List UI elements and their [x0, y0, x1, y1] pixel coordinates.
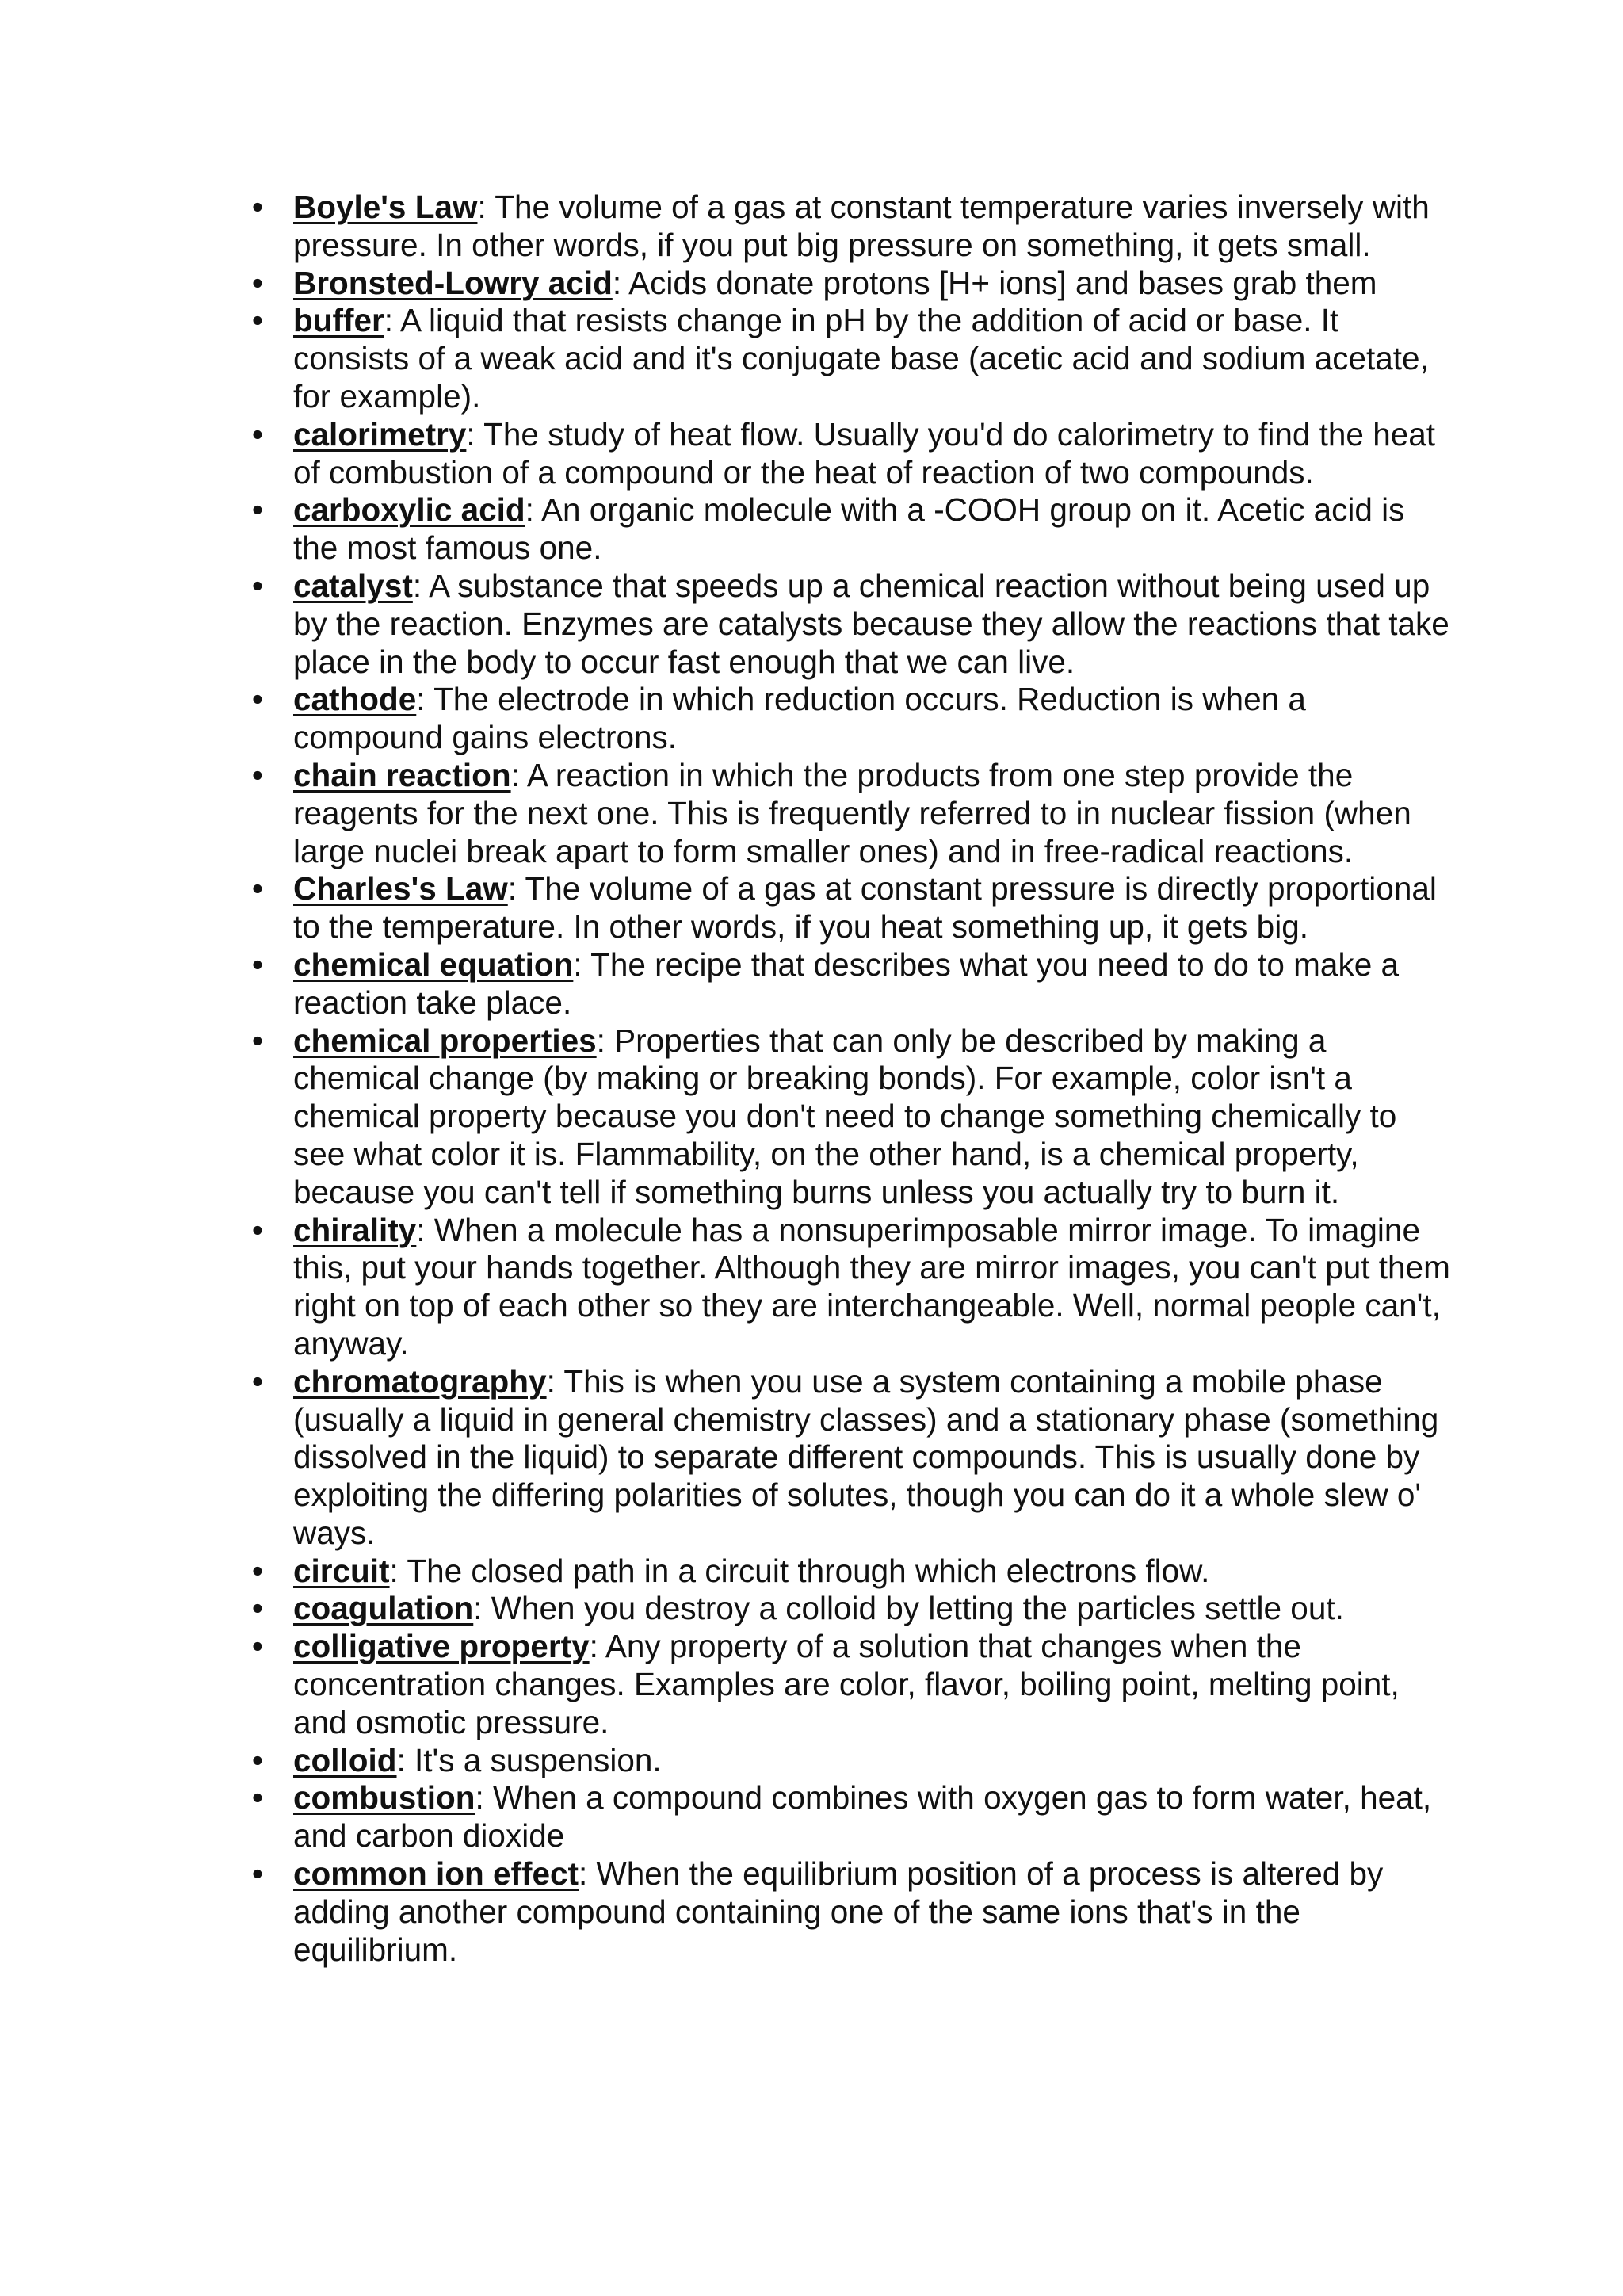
glossary-entry-15: [251, 1628, 1450, 1741]
bullet-icon: •: [251, 870, 264, 907]
glossary-definition: When you destroy a colloid by letting the particles settle out.: [491, 1590, 1344, 1627]
term-separator: :: [389, 1552, 407, 1589]
term-separator: :: [396, 1741, 415, 1778]
glossary-definition: When a compound combines with oxygen gas to form water, heat, and carbon dioxide: [293, 1779, 1432, 1855]
glossary-definition: When a molecule has a nonsuperimposable mirror image. To imagine this, put your hands together. Although they are mirror images, you can't put them right on top of each other so they are interchangeable. Well, normal people can't, anyway.: [293, 1211, 1450, 1362]
term-separator: :: [579, 1855, 597, 1893]
glossary-definition: A liquid that resists change in pH by the addition of acid or base. It consists of a weak acid and it's conjugate base (acetic acid and sodium acetate, for example).: [293, 302, 1429, 415]
bullet-icon: •: [251, 1628, 264, 1665]
glossary-term: cathode: [293, 681, 417, 718]
glossary-term: catalyst: [293, 567, 413, 604]
term-separator: :: [466, 415, 484, 453]
glossary-entry-18: [251, 1855, 1450, 1969]
glossary-definition: The closed path in a circuit through which electrons flow.: [407, 1552, 1210, 1589]
bullet-icon: •: [251, 1855, 264, 1893]
glossary-definition: Any property of a solution that changes when the concentration changes. Examples are color, flavor, boiling point, melting point, and osmotic pressure.: [293, 1628, 1400, 1740]
bullet-icon: •: [251, 1779, 264, 1817]
bullet-icon: •: [251, 946, 264, 983]
glossary-term: circuit: [293, 1552, 390, 1589]
glossary-entry-3: [251, 415, 1450, 492]
glossary-definition: The volume of a gas at constant temperature varies inversely with pressure. In other words, if you put big pressure on something, it gets small.: [293, 189, 1430, 263]
glossary-entry-6: [251, 681, 1450, 757]
glossary-entry-10: [251, 1022, 1450, 1212]
bullet-icon: •: [251, 1362, 264, 1400]
bullet-icon: •: [251, 189, 264, 225]
bullet-icon: •: [251, 415, 264, 453]
glossary-definition: This is when you use a system containing a mobile phase (usually a liquid in general chemistry classes) and a stationary phase (something dissolved in the liquid) to separate different compounds. This is usually done by exploiting the differing polarities of solutes, though you can do it a whole slew o' ways.: [293, 1362, 1439, 1551]
bullet-icon: •: [251, 491, 264, 529]
term-separator: :: [612, 264, 629, 301]
bullet-icon: •: [251, 681, 264, 718]
glossary-entry-17: [251, 1779, 1450, 1855]
glossary-term: Charles's Law: [293, 870, 508, 907]
glossary-term: carboxylic acid: [293, 491, 525, 529]
glossary-list: [251, 189, 1450, 1969]
term-separator: :: [473, 1590, 491, 1627]
glossary-entry-7: [251, 756, 1450, 870]
glossary-entry-8: [251, 870, 1450, 946]
term-separator: :: [475, 1779, 494, 1817]
glossary-entry-13: [251, 1552, 1450, 1591]
glossary-term: chemical equation: [293, 946, 574, 983]
glossary-definition: The volume of a gas at constant pressure is directly proportional to the temperature. In other words, if you heat something up, it gets big.: [293, 870, 1437, 946]
glossary-term: chirality: [293, 1211, 417, 1248]
glossary-entry-5: [251, 567, 1450, 681]
bullet-icon: •: [251, 302, 264, 339]
term-separator: :: [589, 1628, 605, 1665]
term-separator: :: [507, 870, 525, 907]
glossary-term: chemical properties: [293, 1022, 597, 1059]
glossary-term: colloid: [293, 1741, 397, 1778]
glossary-term: calorimetry: [293, 415, 467, 453]
bullet-icon: •: [251, 756, 264, 793]
glossary-entry-16: [251, 1741, 1450, 1780]
glossary-definition: When the equilibrium position of a process is altered by adding another compound containing one of the same ions that's in the equilibrium.: [293, 1855, 1384, 1968]
glossary-definition: The electrode in which reduction occurs. Reduction is when a compound gains electrons.: [293, 681, 1306, 756]
glossary-definition: It's a suspension.: [414, 1741, 662, 1778]
term-separator: :: [384, 302, 401, 339]
glossary-definition: The recipe that describes what you need to do to make a reaction take place.: [293, 946, 1399, 1021]
bullet-icon: •: [251, 1741, 264, 1778]
glossary-entry-14: [251, 1590, 1450, 1628]
glossary-entry-0: [251, 189, 1450, 265]
bullet-icon: •: [251, 1022, 264, 1059]
glossary-definition: A substance that speeds up a chemical reaction without being used up by the reaction. Enzymes are catalysts because they allow the reactions that take place in the body to occur fast enough that we can live.: [293, 567, 1449, 680]
glossary-term: buffer: [293, 302, 384, 339]
glossary-entry-2: [251, 302, 1450, 415]
bullet-icon: •: [251, 1552, 264, 1589]
glossary-term: Boyle's Law: [293, 189, 478, 225]
glossary-term: Bronsted-Lowry acid: [293, 264, 613, 301]
glossary-term: chain reaction: [293, 756, 511, 793]
bullet-icon: •: [251, 1590, 264, 1627]
bullet-icon: •: [251, 567, 264, 604]
glossary-definition: Properties that can only be described by making a chemical change (by making or breaking bonds). For example, color isn't a chemical property because you don't need to change something chemically to see what color it is. Flammability, on the other hand, is a chemical property, because you can't tell if something burns unless you actually try to burn it.: [293, 1022, 1397, 1210]
glossary-term: chromatography: [293, 1362, 547, 1400]
term-separator: :: [510, 756, 527, 793]
glossary-term: coagulation: [293, 1590, 474, 1627]
glossary-definition: A reaction in which the products from one step provide the reagents for the next one. This is frequently referred to in nuclear fission (when large nuclei break apart to form smaller ones) and in free-radical reactions.: [293, 756, 1411, 869]
glossary-definition: The study of heat flow. Usually you'd do calorimetry to find the heat of combustion of a compound or the heat of reaction of two compounds.: [293, 415, 1436, 491]
glossary-term: combustion: [293, 1779, 475, 1817]
term-separator: :: [416, 681, 434, 718]
term-separator: :: [596, 1022, 615, 1059]
glossary-term: common ion effect: [293, 1855, 579, 1893]
bullet-icon: •: [251, 1211, 264, 1248]
term-separator: :: [412, 567, 430, 604]
glossary-entry-1: [251, 264, 1450, 303]
glossary-entry-4: [251, 491, 1450, 567]
glossary-definition: Acids donate protons [H+ ions] and bases grab them: [628, 264, 1377, 301]
glossary-entry-11: [251, 1211, 1450, 1363]
term-separator: :: [573, 946, 591, 983]
bullet-icon: •: [251, 264, 264, 301]
glossary-definition: An organic molecule with a -COOH group on it. Acetic acid is the most famous one.: [293, 491, 1405, 567]
term-separator: :: [477, 189, 495, 225]
term-separator: :: [525, 491, 541, 529]
glossary-entry-9: [251, 946, 1450, 1022]
glossary-term: colligative property: [293, 1628, 590, 1665]
term-separator: :: [416, 1211, 434, 1248]
term-separator: :: [546, 1362, 564, 1400]
glossary-entry-12: [251, 1362, 1450, 1553]
